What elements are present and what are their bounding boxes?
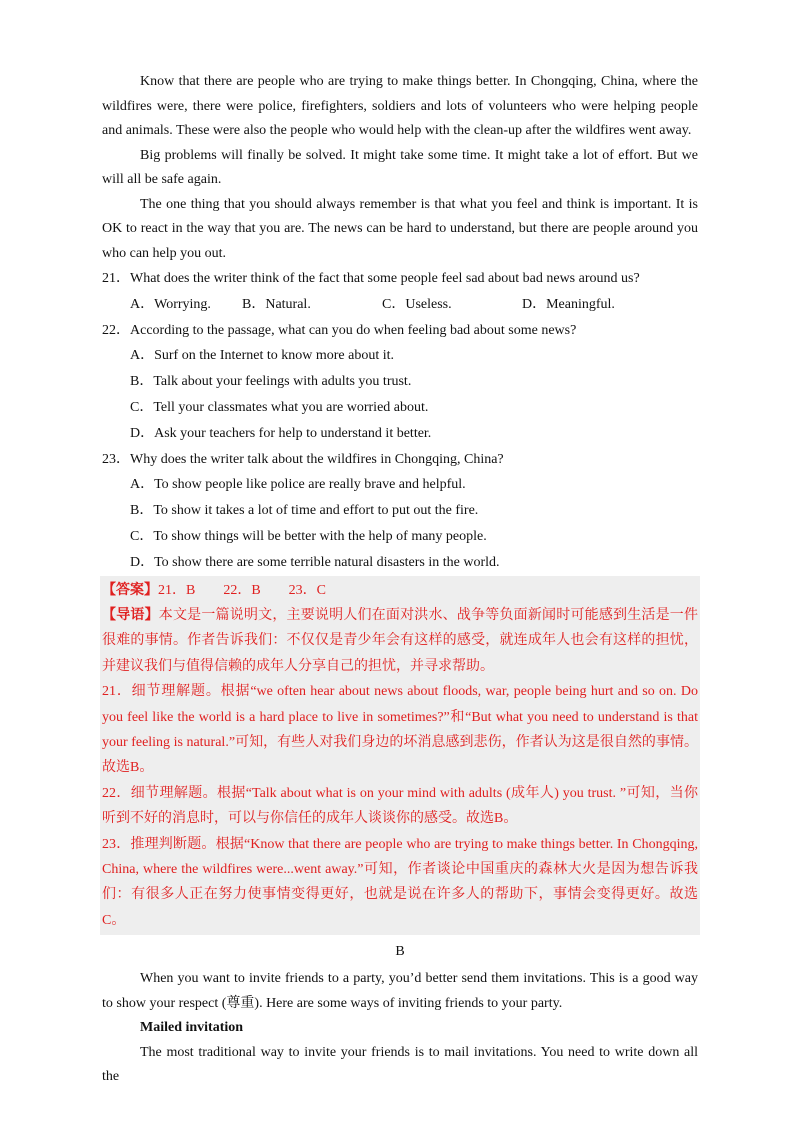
answer-box [100,576,700,936]
paragraph: Big problems will finally be solved. It might take some time. It might take a lot of effort. But we will all be safe again. [102,147,698,187]
document-page [102,70,698,1090]
option-d: D．Meaningful. [522,296,615,312]
section-heading: Mailed invitation [140,1020,244,1036]
option-c: C．Tell your classmates what you are worried about. [130,399,429,415]
option-d: D．Ask your teachers for help to understand it better. [130,425,432,441]
guide-text: 本文是一篇说明文，主要说明人们在面对洪水、战争等负面新闻时可能感到生活是一件很难的事情。作者告诉我们：不仅仅是青少年会有这样的感受，就连成年人也会有这样的担忧，并建议我们与值得信赖的成年人分享自己的担忧，并寻求帮助。 [102,607,698,674]
option-a: A．Worrying. [130,296,211,312]
guide-line [102,603,698,679]
paragraph: When you want to invite friends to a party, you’d better send them invitations. This is a good way to show your respect (尊重). Here are some ways of inviting friends to your party. [102,971,698,1011]
paragraph: The most traditional way to invite your friends is to mail invitations. You need to write down all the [102,1044,698,1085]
passage-b [102,937,698,1090]
option-a: A．To show people like police are really brave and helpful. [130,477,466,493]
question-stem: 21．What does the writer think of the fact that some people feel sad about bad news around us? [102,271,640,286]
explanation-22: 22．细节理解题。根据“Talk about what is on your mind with adults (成年人) you trust. ”可知，当你听到不好的消息时，可以与你信任的成年人谈谈你的感受。故选B。 [102,785,698,827]
option-c: C．Useless. [382,296,452,312]
option-b: B．To show it takes a lot of time and effort to put out the fire. [130,503,479,519]
option-b: B．Natural. [242,296,311,312]
question-23 [102,447,698,576]
option-b: B．Talk about your feelings with adults you trust. [130,374,412,390]
guide-tag: 【导语】 [102,607,159,623]
answer-line [102,578,698,603]
paragraph: The one thing that you should always remember is that what you feel and think is important. It is OK to react in the way that you are. The news can be hard to understand, but there are people around you who can help you out. [102,196,698,261]
question-22 [102,318,698,447]
question-stem: 22．According to the passage, what can you do when feeling bad about some news? [102,322,577,338]
option-c: C．To show things will be better with the help of many people. [130,528,487,544]
explanation-23: 23．推理判断题。根据“Know that there are people who are trying to make things better. In Chongqing, China, where the wildfires were...went away.”可知，作者谈论中国重庆的森林大火是因为想告诉我们：有很多人正在努力使事情变得更好，也就是说在许多人的帮助下，事情会变得更好。故选C。 [102,836,698,928]
passage-a [102,70,698,266]
option-d: D．To show there are some terrible natural disasters in the world. [130,554,500,570]
explanation-21: 21．细节理解题。根据“we often hear about news about floods, war, people being hurt and so on. Do you feel like the world is a hard place to live in sometimes?”和“But what you need to understand is that your feeling is natural.”可知，有些人对我们身边的坏消息感到悲伤，作者认为这是很自然的事情。故选B。 [102,684,698,776]
section-label: B [395,944,405,960]
answer-text: 21．B 22．B 23．C [158,582,327,598]
paragraph: Know that there are people who are trying to make things better. In Chongqing, China, where the wildfires were, there were police, firefighters, soldiers and lots of volunteers who were helping people and animals. These were also the people who would help with the clean-up after the wildfires went away. [102,74,698,138]
question-21 [102,266,698,318]
answer-tag: 【答案】 [102,582,158,598]
options-row [102,292,698,318]
option-a: A．Surf on the Internet to know more about it. [130,348,395,364]
question-stem: 23．Why does the writer talk about the wildfires in Chongqing, China? [102,451,504,467]
